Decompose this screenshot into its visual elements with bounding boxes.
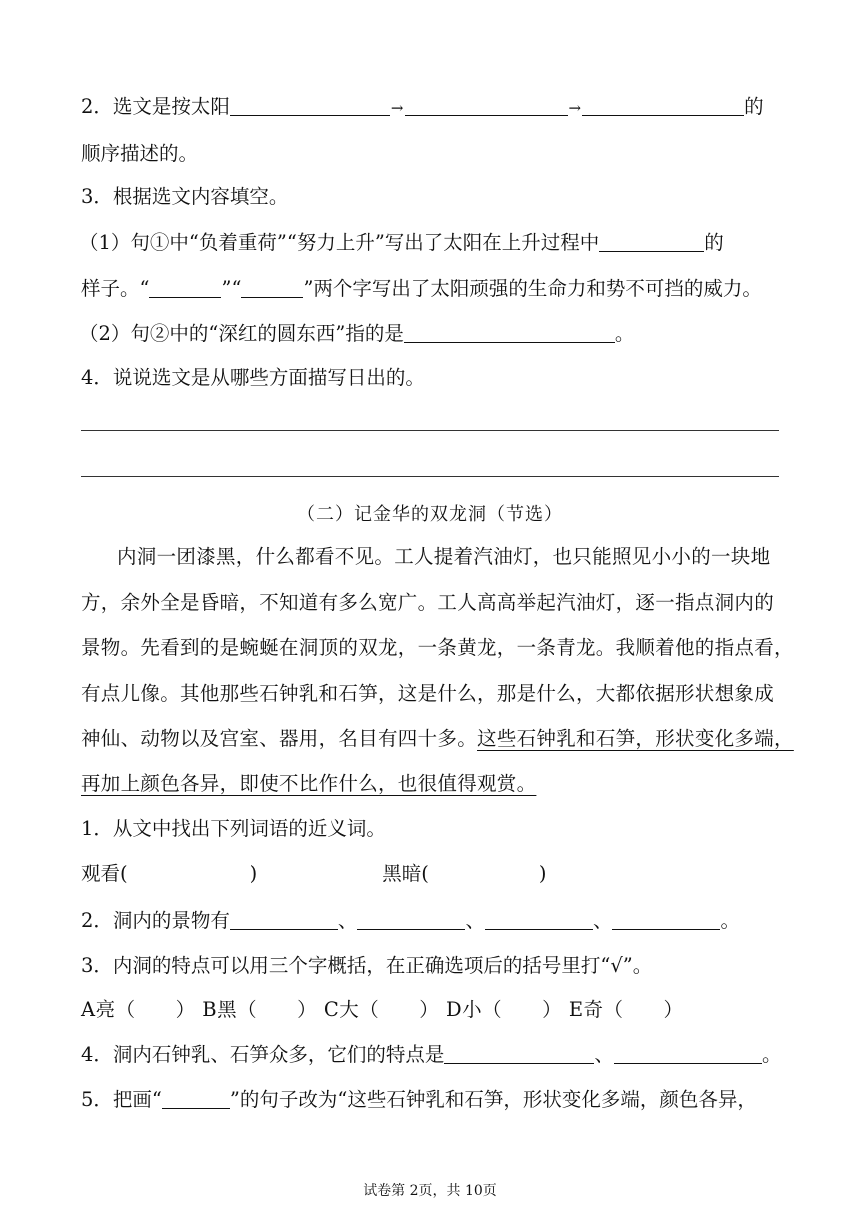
question-3: 3．根据选文内容填空。 [81,185,289,208]
separator: 、 [592,909,613,932]
underlined-sentence: 再加上颜色各异，即使不比作什么，也很值得观赏。 [81,772,537,795]
question-text: ”“ [221,277,242,300]
s2-question-3: 3．内洞的特点可以用三个字概括，在正确选项后的括号里打“√”。 [81,954,653,977]
option-c[interactable]: C大（ ） [323,998,440,1021]
answer-blank[interactable] [357,909,465,930]
question-text: 2．选文是按太阳 [81,95,230,118]
arrow-right-icon: → [390,99,404,117]
question-3-1 [79,230,724,256]
page-footer: 试卷第 2页，共 10页 [363,1183,497,1199]
answer-blank[interactable] [485,909,593,930]
option-d[interactable]: D小（ ） [445,998,563,1021]
bracket: ) [249,862,258,885]
separator: 、 [337,909,358,932]
answer-blank[interactable] [149,277,221,298]
question-3-1-cont [81,276,762,302]
question-2 [81,94,764,121]
question-text: 的 [704,231,724,254]
section-title: （二）记金华的双龙洞（节选） [297,504,563,525]
word-label: 黑暗( [382,862,429,885]
answer-blank[interactable] [582,95,744,116]
bracket: ) [538,862,547,885]
question-text: （1）句①中“负着重荷”“努力上升”写出了太阳在上升过程中 [79,231,600,254]
question-2-cont: 顺序描述的。 [81,142,199,165]
answer-blank[interactable] [405,95,568,116]
s2-question-3-options [81,997,684,1023]
option-b[interactable]: B黑（ ） [202,998,318,1021]
passage-text: 神仙、动物以及宫室、器用，名目有四十多。 [81,727,478,750]
question-text: 5．把画“ [81,1088,162,1111]
answer-line[interactable] [81,476,779,477]
underline-sample [162,1088,230,1109]
question-text: 4．洞内石钟乳、石笋众多，它们的特点是 [81,1043,445,1066]
question-text: 的 [744,95,764,118]
s2-question-1-words [81,861,546,887]
question-text: 。 [614,322,635,345]
question-4: 4．说说选文是从哪些方面描写日出的。 [81,366,425,389]
separator: 、 [465,909,485,932]
passage-line: 内洞一团漆黑，什么都看不见。工人提着汽油灯，也只能照见小小的一块地 [117,545,771,568]
answer-blank[interactable] [614,1043,762,1064]
arrow-right-icon: → [568,99,582,117]
answer-blank[interactable] [612,909,720,930]
answer-blank[interactable] [444,1043,594,1064]
option-e[interactable]: E奇（ ） [568,998,684,1021]
question-text: 样子。“ [81,277,150,300]
s2-question-2 [81,908,740,934]
question-text: ”两个字写出了太阳顽强的生命力和势不可挡的威力。 [303,277,762,300]
word-label: 观看( [81,862,128,885]
separator: 、 [594,1043,614,1066]
passage-line: 有点儿像。其他那些石钟乳和石笋，这是什么，那是什么，大都依据形状想象成 [81,682,775,705]
separator: 。 [761,1043,782,1066]
answer-blank[interactable] [404,322,615,343]
separator: 。 [720,909,740,932]
answer-blank[interactable] [241,277,303,298]
s2-question-5 [81,1087,757,1113]
underlined-sentence: 这些石钟乳和石笋，形状变化多端， [477,727,794,750]
answer-blank[interactable] [599,231,704,252]
passage-line [81,771,779,797]
passage-line [81,726,794,752]
answer-blank[interactable] [230,95,390,116]
question-text: （2）句②中的“深红的圆东西”指的是 [79,322,404,345]
passage-line: 景物。先看到的是蜿蜒在洞顶的双龙，一条黄龙，一条青龙。我顺着他的指点看， [81,636,794,659]
s2-question-4 [81,1042,781,1068]
passage-line: 方，余外全是昏暗，不知道有多么宽广。工人高高举起汽油灯，逐一指点洞内的 [81,591,775,614]
answer-line[interactable] [81,430,779,431]
s2-question-1: 1．从文中找出下列词语的近义词。 [81,817,386,840]
question-text: 2．洞内的景物有 [81,909,230,932]
answer-blank[interactable] [230,909,338,930]
question-text: ”的句子改为“这些石钟乳和石笋，形状变化多端，颜色各异， [229,1088,757,1111]
option-a[interactable]: A亮（ ） [81,998,196,1021]
question-3-2 [79,321,634,347]
